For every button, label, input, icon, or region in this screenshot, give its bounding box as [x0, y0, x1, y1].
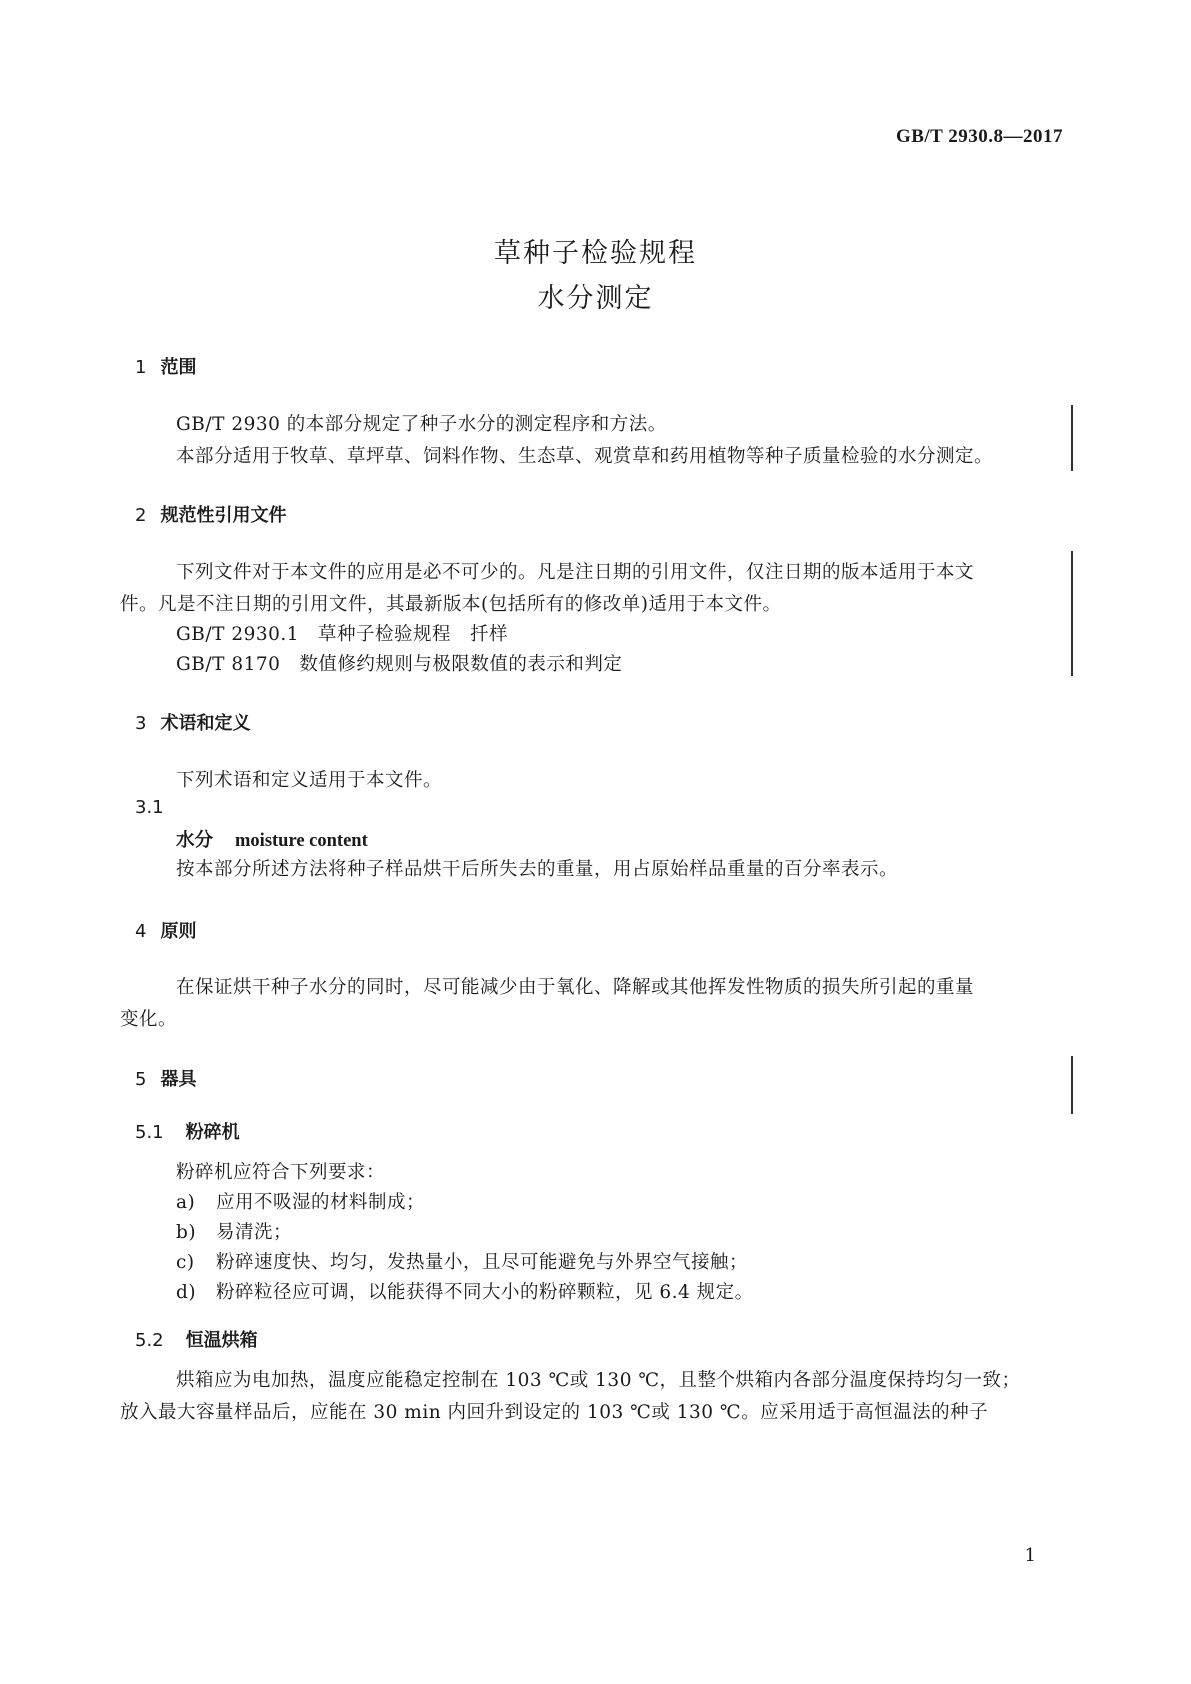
subsection-number: 3.1	[135, 797, 164, 818]
section-number: 3	[135, 713, 147, 734]
paragraph: 粉碎机应符合下列要求：	[176, 1162, 386, 1183]
list-text: 粉碎速度快、均匀，发热量小，且尽可能避免与外界空气接触；	[216, 1252, 749, 1273]
section-1-heading	[135, 353, 196, 379]
list-label: d)	[176, 1282, 197, 1303]
list-label: b)	[176, 1222, 197, 1243]
subsection-title: 粉碎机	[185, 1122, 240, 1143]
section-number: 5	[135, 1069, 147, 1090]
paragraph-continuation: 件。凡是不注日期的引用文件，其最新版本(包括所有的修改单)适用于本文件。	[120, 594, 782, 615]
list-label: c)	[176, 1252, 195, 1273]
section-number: 4	[135, 921, 147, 942]
paragraph: 本部分适用于牧草、草坪草、饲料作物、生态草、观赏草和药用植物等种子质量检验的水分测定。	[176, 446, 994, 467]
reference-item: GB/T 8170 数值修约规则与极限数值的表示和判定	[176, 654, 623, 675]
paragraph: GB/T 2930 的本部分规定了种子水分的测定程序和方法。	[176, 414, 667, 435]
section-title: 器具	[160, 1069, 197, 1090]
list-text: 应用不吸湿的材料制成；	[216, 1192, 426, 1213]
section-title: 范围	[160, 357, 197, 378]
list-item	[176, 1216, 1052, 1249]
list-item	[176, 1186, 1052, 1219]
paragraph: 烘箱应为电加热，温度应能稳定控制在 103 ℃或 130 ℃，且整个烘箱内各部分温度保持均匀一致；	[176, 1370, 1021, 1391]
section-title: 术语和定义	[160, 713, 251, 734]
list-text: 易清洗；	[216, 1222, 293, 1243]
section-5-heading	[135, 1065, 196, 1091]
standard-code: GB/T 2930.8—2017	[895, 126, 1063, 147]
paragraph-continuation: 放入最大容量样品后，应能在 30 min 内回升到设定的 103 ℃或 130 ℃。应采用适于高恒温法的种子	[120, 1402, 989, 1423]
section-number: 1	[135, 357, 147, 378]
section-number: 2	[135, 505, 147, 526]
section-2-heading	[135, 501, 286, 527]
term-entry	[176, 826, 368, 852]
change-bar	[1071, 551, 1073, 676]
document-title: 草种子检验规程	[494, 238, 697, 269]
paragraph: 下列文件对于本文件的应用是必不可少的。凡是注日期的引用文件，仅注日期的版本适用于本文	[176, 562, 975, 583]
list-item	[176, 1276, 1052, 1309]
term-chinese: 水分	[176, 830, 214, 851]
paragraph: 下列术语和定义适用于本文件。	[176, 770, 443, 791]
list-text: 粉碎粒径应可调，以能获得不同大小的粉碎颗粒，见 6.4 规定。	[216, 1282, 754, 1303]
subsection-number: 5.2	[135, 1330, 164, 1351]
section-3-heading	[135, 709, 250, 735]
term-definition: 按本部分所述方法将种子样品烘干后所失去的重量，用占原始样品重量的百分率表示。	[176, 859, 899, 880]
section-title: 原则	[160, 921, 197, 942]
subsection-number: 5.1	[135, 1122, 164, 1143]
subsection-title: 恒温烘箱	[185, 1330, 258, 1351]
list-item	[176, 1246, 1052, 1279]
page-number: 1	[1024, 1545, 1036, 1566]
change-bar	[1071, 1056, 1073, 1114]
section-4-heading	[135, 917, 196, 943]
paragraph: 在保证烘干种子水分的同时，尽可能减少由于氧化、降解或其他挥发性物质的损失所引起的重量	[176, 977, 975, 998]
section-title: 规范性引用文件	[160, 505, 287, 526]
change-bar	[1071, 405, 1073, 471]
subsection-5-1-heading	[135, 1118, 240, 1144]
reference-item: GB/T 2930.1 草种子检验规程 扦样	[176, 624, 509, 645]
list-label: a)	[176, 1192, 196, 1213]
subsection-5-2-heading	[135, 1326, 258, 1352]
document-subtitle: 水分测定	[537, 283, 654, 314]
term-english: moisture content	[235, 831, 368, 851]
paragraph-continuation: 变化。	[120, 1009, 178, 1030]
